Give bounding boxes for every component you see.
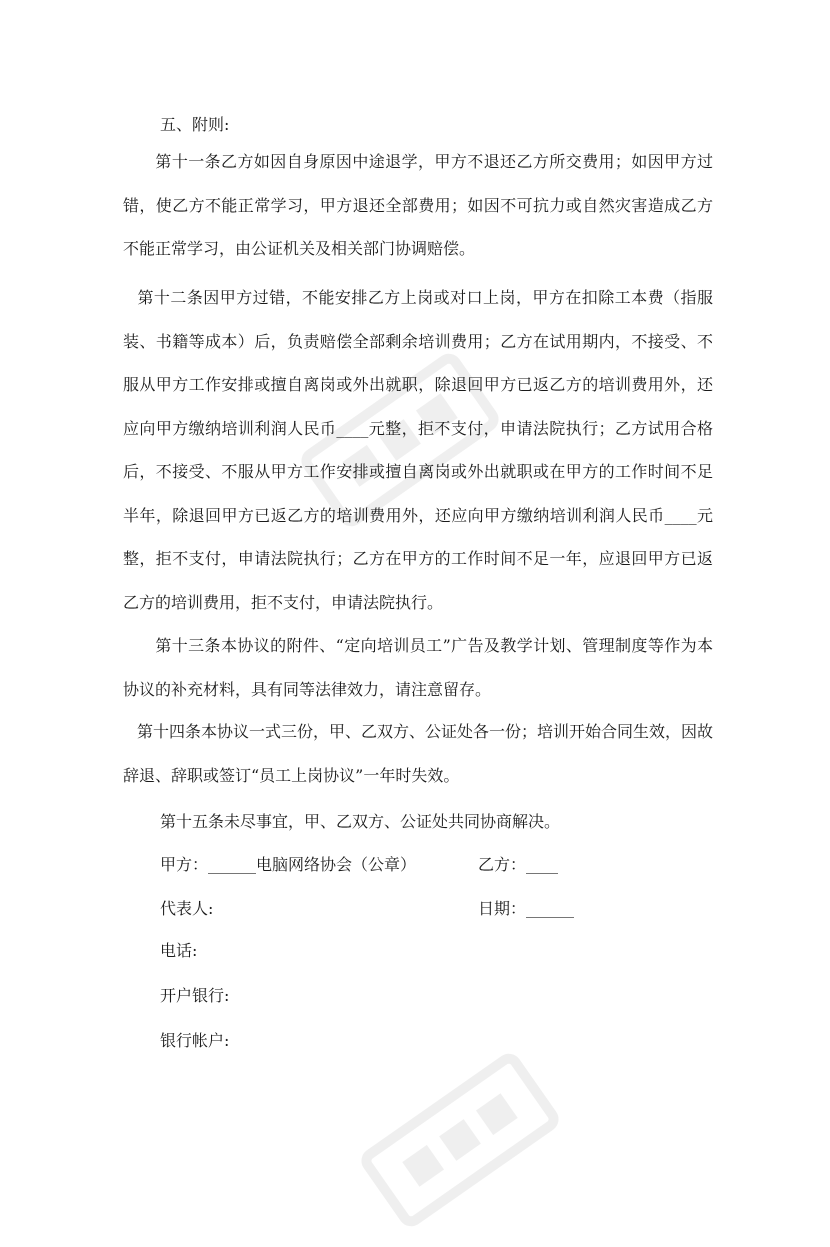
phone-label: 电话: (160, 941, 198, 960)
date-label: 日期：______ (478, 899, 575, 918)
article-12-text: 第十二条因甲方过错，不能安排乙方上岗或对口上岗，甲方在扣除工本费（指服装、书籍等成本）后，负责赔偿全部剩余培训费用；乙方在试用期内，不接受、不服从甲方工作安排或擅自离岗或外出就职，除退回甲方已返乙方的培训费用外，还应向甲方缴纳培训利润人民币____元整，拒不支付，申请法院执行；乙方试用合格后，不接受、不服从甲方工作安排或擅自离岗或外出就职或在甲方的工作时间不足半年，除退回甲方已返乙方的培训费用外，还应向甲方缴纳培训利润人民币____元整，拒不支付，申请法院执行；乙方在甲方的工作时间不足一年，应退回甲方已返乙方的培训费用，拒不支付，申请法院执行。 (123, 288, 713, 612)
section-title: 五、附则: (160, 115, 230, 134)
party-a-label: 甲方：______电脑网络协会（公章） (160, 855, 417, 874)
party-b-label: 乙方：____ (478, 855, 559, 874)
article-12 (123, 276, 713, 624)
article-14-text: 第十四条本协议一式三份，甲、乙双方、公证处各一份；培训开始合同生效，因故辞退、辞职或签订“员工上岗协议”一年时失效。 (123, 722, 714, 785)
representative-label: 代表人: (160, 899, 214, 918)
watermark-icon (344, 1033, 577, 1246)
account-label: 银行帐户: (160, 1031, 230, 1050)
article-13 (123, 624, 713, 711)
article-14 (123, 710, 713, 797)
article-15: 第十五条未尽事宜，甲、乙双方、公证处共同协商解决。 (160, 812, 561, 831)
article-11 (123, 140, 713, 271)
bank-label: 开户银行: (160, 986, 230, 1005)
article-11-text: 第十一条乙方如因自身原因中途退学，甲方不退还乙方所交费用；如因甲方过错，使乙方不能正常学习，甲方退还全部费用；如因不可抗力或自然灾害造成乙方不能正常学习，由公证机关及相关部门协调赔偿。 (123, 152, 713, 258)
article-13-text: 第十三条本协议的附件、“定向培训员工”广告及教学计划、管理制度等作为本协议的补充材料，具有同等法律效力，请注意留存。 (123, 636, 713, 699)
